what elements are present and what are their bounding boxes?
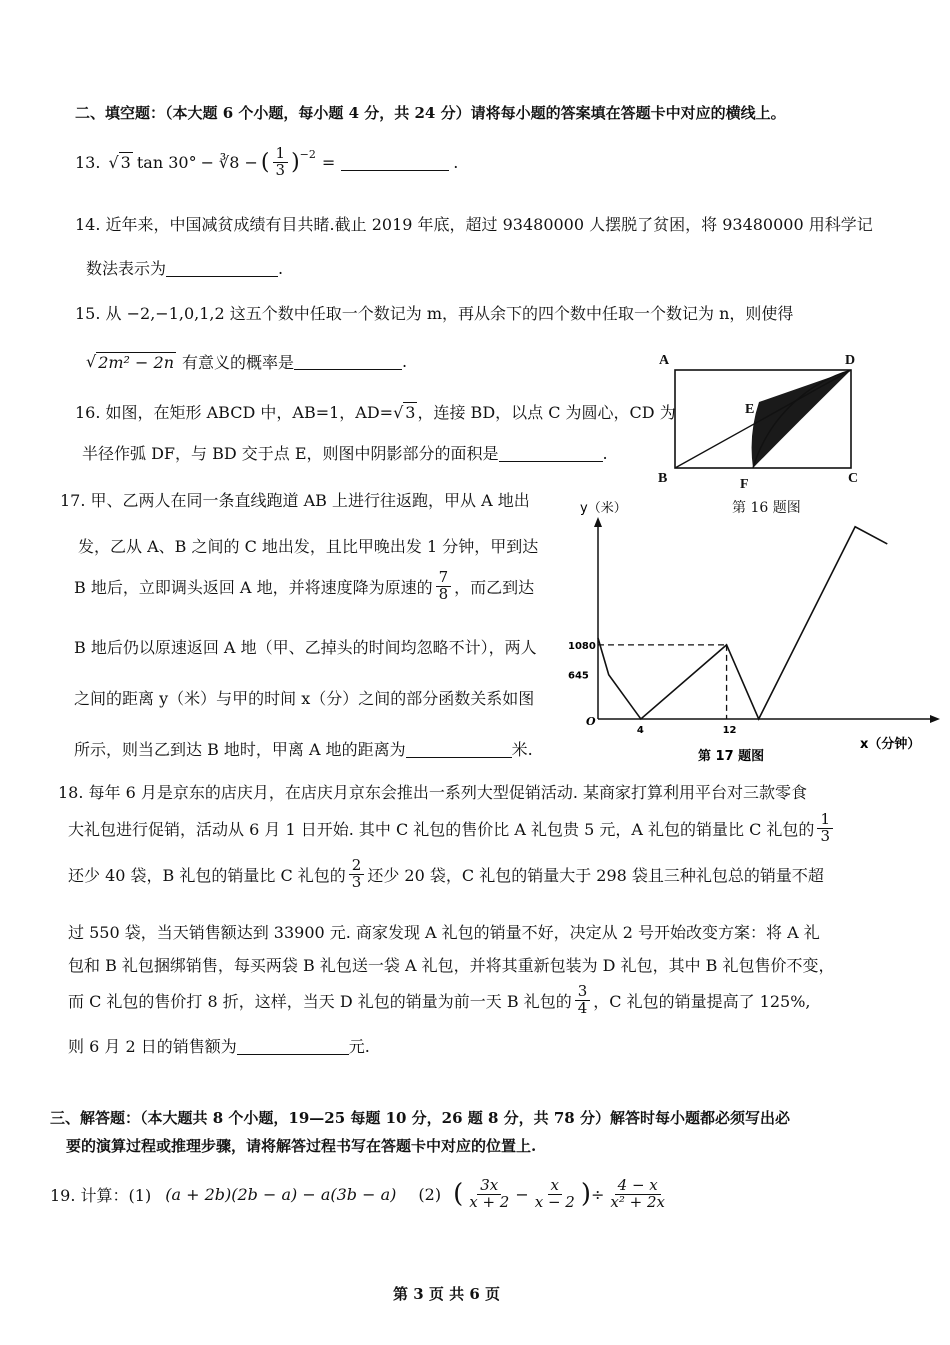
label-a: A — [659, 353, 670, 368]
answer-blank-18[interactable] — [237, 1038, 349, 1055]
question-19: 19. 计算：(1) (a + 2b)(2b − a) − a(3b − a) (2) ( $\frac{3x}{x + 2}$ − $\frac{x}{x - 2}$ ) ÷ $\frac{4 - x}{\text{x² + 2x}}$ — [50, 1176, 665, 1211]
question-15-line2: √ 2m² − 2n 有意义的概率是 . — [86, 352, 408, 372]
figure-16-caption: 第 16 题图 — [732, 500, 801, 516]
y-tick-label-645: 645 — [568, 670, 589, 682]
question-17-line5: 之间的距离 y（米）与甲的时间 x（分）之间的部分函数关系如图 — [74, 689, 535, 708]
section-3-heading-line2: 要的演算过程或推理步骤，请将解答过程书写在答题卡中对应的位置上. — [66, 1137, 537, 1155]
question-14-line2: 数法表示为 . — [86, 259, 284, 278]
answer-blank-15[interactable] — [294, 353, 402, 370]
y-axis-arrow — [594, 517, 602, 527]
section-3-heading-line1: 三、解答题：（本大题共 8 个小题，19—25 每题 10 分，26 题 8 分，共 78 分）解答时每小题都必须写出必 — [50, 1109, 790, 1127]
question-17-line6: 所示，则当乙到达 B 地时，甲离 A 地的距离为 米. — [74, 740, 533, 759]
question-13-number: 13. — [75, 152, 101, 172]
question-13-fraction: $\frac{1}{3}$ — [273, 146, 289, 179]
shaded-region — [752, 370, 851, 468]
label-b: B — [658, 471, 668, 486]
question-18-line3: 还少 40 袋，B 礼包的销量比 C 礼包的 $\frac{2}{3}$ 还少 20 袋，C 礼包的销量大于 298 袋且三种礼包总的销量不超 — [68, 856, 824, 891]
question-18-line1: 18. 每年 6 月是京东的店庆月，在店庆月京东会推出一系列大型促销活动. 某商家打算利用平台对三款零食 — [58, 783, 808, 802]
question-18-line5: 包和 B 礼包捆绑销售，每买两袋 B 礼包送一袋 A 礼包，并将其重新包装为 D 礼包，其中 B 礼包售价不变， — [68, 956, 835, 975]
question-18-line7: 则 6 月 2 日的销售额为 元. — [68, 1037, 370, 1056]
question-17-line3: B 地后，立即调头返回 A 地，并将速度降为原速的 $\frac{7}{8}$ ，而乙到达 — [74, 568, 535, 603]
question-14-line1: 14. 近年来，中国减贫成绩有目共睹.截止 2019 年底，超过 93480000 人摆脱了贫困，将 93480000 用科学记 — [75, 215, 873, 234]
question-18-line6: 而 C 礼包的售价打 8 折，这样，当天 D 礼包的销量为前一天 B 礼包的 $\frac{3}{4}$ ，C 礼包的销量提高了 125%, — [68, 982, 811, 1017]
label-d: D — [845, 353, 856, 368]
question-13-exponent: −2 — [299, 148, 316, 161]
question-17-line1: 17. 甲、乙两人在同一条直线跑道 AB 上进行往返跑，甲从 A 地出 — [60, 491, 530, 510]
y-axis-label: y（米） — [580, 501, 627, 516]
answer-blank-17[interactable] — [406, 741, 512, 758]
question-16-line1: 16. 如图，在矩形 ABCD 中，AB=1，AD=√ 3 ，连接 BD，以点 C 为圆心，CD 为 — [75, 403, 676, 422]
label-e: E — [745, 402, 755, 417]
origin-label: O — [586, 715, 596, 728]
section-2-heading: 二、填空题：（本大题 6 个小题，每小题 4 分，共 24 分）请将每小题的答案填在答题卡中对应的横线上。 — [75, 104, 786, 122]
question-13: 13. √ 3 tan 30° − ∛8 − ( $\frac{1}{3}$ ) $^{-2}$ = . — [75, 144, 459, 179]
question-16-line2: 半径作弧 DF，与 BD 交于点 E，则图中阴影部分的面积是 . — [82, 444, 608, 463]
question-18-line2: 大礼包进行促销，活动从 6 月 1 日开始. 其中 C 礼包的售价比 A 礼包贵 5 元，A 礼包的销量比 C 礼包的 $\frac{1}{3}$ — [68, 812, 836, 845]
label-f: F — [740, 477, 749, 492]
question-19-label: 19. 计算：(1) — [50, 1185, 152, 1205]
question-13-tan: tan 30° — [136, 152, 197, 172]
figure-17-chart — [560, 495, 940, 770]
x-tick-label-4: 4 — [636, 725, 644, 736]
label-c: C — [848, 471, 859, 486]
question-15-radicand: 2m² − 2n — [98, 352, 175, 372]
question-15-line1: 15. 从 −2,−1,0,1,2 这五个数中任取一个数记为 m，再从余下的四个数中任取一个数记为 n，则使得 — [75, 304, 794, 323]
question-13-cbrt: − ∛8 − — [200, 152, 258, 172]
question-17-line4: B 地后仍以原速返回 A 地（甲、乙掉头的时间均忽略不计），两人 — [74, 638, 537, 657]
x-axis-arrow — [930, 715, 940, 723]
series-line-y — [598, 527, 887, 719]
answer-blank-13[interactable] — [341, 154, 449, 171]
chart-title: 第 17 题图 — [698, 749, 765, 764]
page-footer: 第 3 页 共 6 页 — [393, 1285, 500, 1303]
x-axis-label: x（分钟） — [860, 737, 921, 752]
answer-blank-16[interactable] — [499, 445, 603, 462]
x-tick-label-12: 12 — [722, 725, 737, 736]
question-19-expr1: (a + 2b)(2b − a) − a(3b − a) — [165, 1184, 397, 1204]
question-18-line4: 过 550 袋，当天销售额达到 33900 元. 商家发现 A 礼包的销量不好，决定从 2 号开始改变方案：将 A 礼 — [68, 923, 820, 942]
y-tick-label-1080: 1080 — [568, 640, 596, 652]
question-17-line2: 发，乙从 A、B 之间的 C 地出发，且比甲晚出发 1 分钟，甲到达 — [78, 537, 539, 556]
answer-blank-14[interactable] — [166, 260, 278, 277]
